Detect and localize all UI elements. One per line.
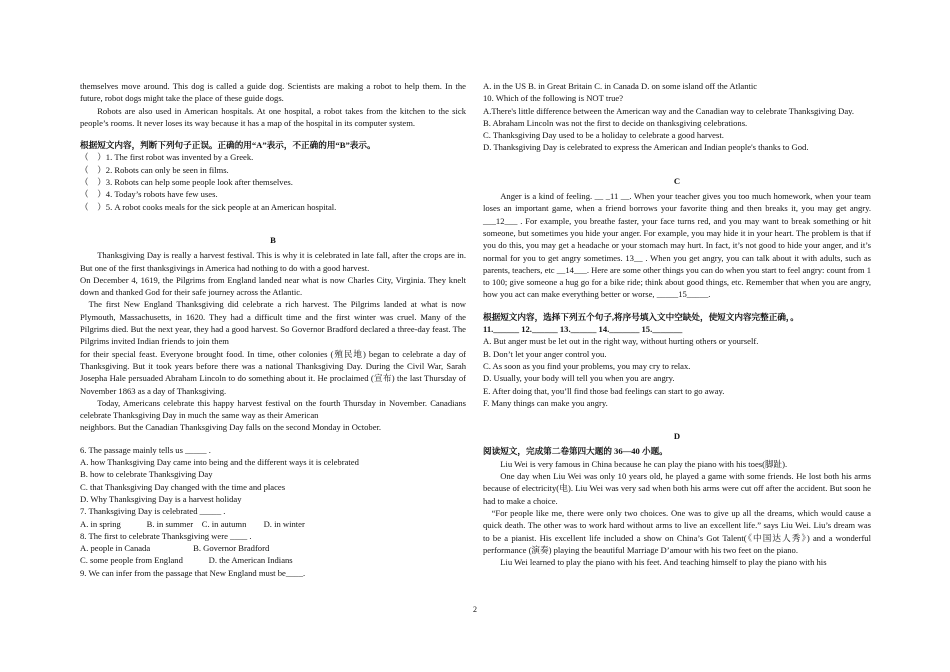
page-number: 2 (473, 605, 477, 614)
section-b-heading: B (270, 234, 276, 245)
passage-b-p1: Thanksgiving Day is really a harvest festival. This is why it is celebrated in late fall, after the crops are in. But one of the first thanksgivings in America had nothing to do with a good harvest. (80, 250, 466, 273)
passage-b-p3: The first New England Thanksgiving did celebrate a rich harvest. The Pilgrims landed at what is now Plymouth, Massachusetts, in 1620. They had a difficult time and the first winter was cruel. Many of the Pilgrims died. But the next year, they had a good harvest. So Governor Bradford declared a three-day feast. The Pilgrims invited Indian friends to join them (80, 299, 466, 347)
passage-d-p1: Liu Wei is very famous in China because he can play the piano with his toes(脚趾). (500, 458, 788, 469)
tf-item-2: （ ）2. Robots can only be seen in films. (80, 164, 229, 175)
tf-item-1: （ ）1. The first robot was invented by a Greek. (80, 152, 254, 163)
question-6-option-a: A. how Thanksgiving Day came into being and the different ways it is celebrated (80, 457, 359, 468)
passage-a-end-p2: Robots are also used in American hospitals. At one hospital, a robot takes from the kitchen to the sick people’s rooms. It never loses its way because it has a map of the hospital in its computer system. (80, 105, 466, 128)
question-10-option-a: A.There's little difference between the American way and the Canadian way to celebrate Thanksgiving Day. (483, 105, 855, 116)
right-column (483, 80, 871, 568)
passage-d-p2: One day when Liu Wei was only 10 years old, he played a game with some friends. He lost both his arms because of electricity(电). Liu Wei was very sad when both his arms were cut off after the accident. But soon he had to make a choice. (483, 471, 871, 506)
question-6-option-d: D. Why Thanksgiving Day is a harvest holiday (80, 493, 242, 504)
passage-b-p2: On December 4, 1619, the Pilgrims from England landed near what is now Charles City, Virginia. They knelt down and thanked God for their safe journey across the Atlantic. (80, 274, 466, 298)
section-c-heading: C (673, 175, 681, 186)
question-6-option-b: B. how to celebrate Thanksgiving Day (80, 469, 213, 480)
c-option-e: E. After doing that, you’ll find those bad feelings can start to go away. (483, 385, 725, 396)
left-column (80, 80, 466, 579)
passage-d-p4: Liu Wei learned to play the piano with his feet. And teaching himself to play the piano with his (500, 557, 827, 568)
passage-b-p6: neighbors. But the Canadian Thanksgiving Day falls on the second Monday in October. (80, 422, 382, 433)
passage-c: Anger is a kind of feeling. __ _11 __. When your teacher gives you too much homework, when your team loses an important game, when a friend borrows your favorite thing and then breaks it, you may get angry. ___12___ . For example, you breathe faster, your face turns red, and you may want to break something or hit someone, but sometimes you hide your anger. For example, you may hide it in your heart. The problem is that if you do this, you may get a headache or your stomach may hurt. In fact, it’s not good to hide your anger, and it’s normal for you to get angry sometimes. 13__ . When you get angry, you can talk about it with adults, such as parents, teachers, etc __14___. Here are some other things you can do when you start to feel angry: count from 1 to 100; give someone a hug go for a bike ride; think about good things, etc. Remember that when you are angry, how you act can make everything better or worse, _____15_____. (483, 191, 871, 300)
c-option-f: F. Many things can make you angry. (483, 397, 608, 408)
question-7: 7. Thanksgiving Day is celebrated _____ . (80, 506, 226, 517)
passage-b-p4: for their special feast. Everyone brought food. In time, other colonies (殖民地) began to celebrate a day of Thanksgiving. But it took years before there was a national Thanksgiving Day. During the Civil War, Sarah Josepha Hale persuaded Abraham Lincoln to do something about it. He proclaimed (宣布) the last Thursday of November 1863 as a day of Thanksgiving. (80, 348, 466, 396)
question-8-options-ab: A. people in Canada B. Governor Bradford (80, 543, 270, 554)
passage-b-p5: Today, Americans celebrate this happy harvest festival on the fourth Thursday in November. Canadians celebrate Thanksgiving Day in much the same way as their American (80, 397, 466, 421)
question-10-option-c: C. Thanksgiving Day used to be a holiday to celebrate a good harvest. (483, 130, 724, 141)
c-instruction: 根据短文内容，选择下列五个句子,将序号填入文中空缺处，使短文内容完整正确，。 (483, 311, 799, 322)
passage-a-end-p1: themselves move around. This dog is called a guide dog. Scientists are making a robot to help them. In the future, robot dogs might take the place of these guide dogs. (80, 81, 466, 104)
c-option-b: B. Don’t let your anger control you. (483, 348, 607, 359)
question-9: 9. We can infer from the passage that New England must be____. (80, 567, 306, 578)
question-10-option-b: B. Abraham Lincoln was not the first to decide on thanksgiving celebrations. (483, 117, 748, 128)
question-7-options: A. in spring B. in summer C. in autumn D. in winter (80, 518, 305, 529)
tf-item-3: （ ）3. Robots can help some people look after themselves. (80, 177, 293, 188)
question-10: 10. Which of the following is NOT true? (483, 93, 624, 104)
d-instruction: 阅读短文，完成第二卷第四大题的 36—40 小题。 (483, 446, 668, 457)
question-10-option-d: D. Thanksgiving Day is celebrated to express the American and Indian people's thanks to God. (483, 142, 809, 153)
c-option-d: D. Usually, your body will tell you when you are angry. (483, 373, 675, 384)
question-9-options: A. in the US B. in Great Britain C. in Canada D. on some island off the Atlantic (483, 81, 758, 91)
tf-item-5: （ ）5. A robot cooks meals for the sick people at an American hospital. (80, 201, 337, 212)
question-8-options-cd: C. some people from England D. the American Indians (80, 555, 293, 566)
section-d-heading: D (673, 431, 681, 442)
c-answer-blanks: 11.______ 12.______ 13.______ 14._______ 15._______ (483, 324, 683, 335)
tf-item-4: （ ）4. Today’s robots have few uses. (80, 189, 218, 200)
passage-d-p3: “For people like me, there were only two choices. One was to give up all the dreams, which would cause a quick death. The other was to work hard without arms to live an excellent life.” says Liu Wei. Liu’s dream was to be a pianist. His excellent life included a show on China’s Got Talent(《中国达人秀》) and a wonderful performance (演奏) playing the beautiful Marriage D’amour with his two feet on the piano. (483, 507, 871, 555)
question-6: 6. The passage mainly tells us _____ . (80, 444, 211, 455)
question-8: 8. The first to celebrate Thanksgiving were ____ . (80, 530, 252, 541)
c-option-c: C. As soon as you find your problems, you may cry to relax. (483, 360, 691, 371)
question-6-option-c: C. that Thanksgiving Day changed with the time and places (80, 481, 286, 492)
true-false-instruction: 根据短文内容，判断下列句子正误。正确的用“A”表示，不正确的用“B”表示。 (80, 140, 376, 151)
c-option-a: A. But anger must be let out in the right way, without hurting others or yourself. (483, 336, 759, 347)
